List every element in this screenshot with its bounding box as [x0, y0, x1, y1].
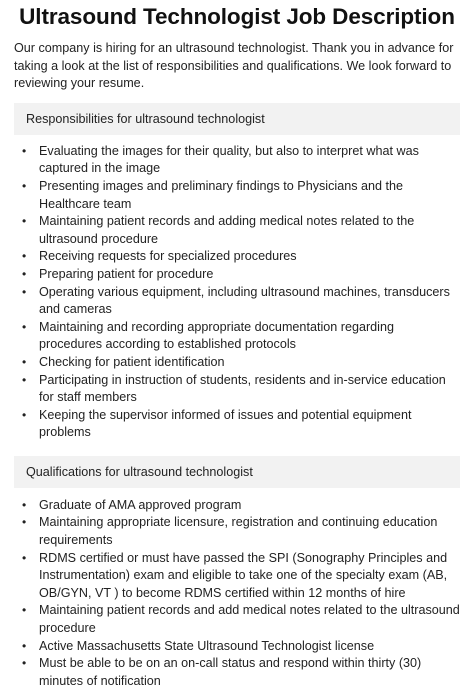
bullet-icon: • — [22, 603, 27, 618]
list-item — [22, 284, 460, 319]
bullet-icon: • — [22, 550, 27, 565]
list-item-text: Maintaining patient records and adding medical notes related to the ultrasound procedure — [39, 214, 415, 246]
responsibilities-list — [14, 143, 460, 442]
list-item-text: Receiving requests for specialized procedures — [39, 249, 297, 264]
list-item — [22, 655, 460, 690]
bullet-icon: • — [22, 319, 27, 334]
bullet-icon: • — [22, 354, 27, 369]
list-item — [22, 497, 460, 515]
bullet-icon: • — [22, 372, 27, 387]
list-item-text: Must be able to be on an on-call status and respond within thirty (30) minutes of notification — [39, 656, 422, 688]
list-item-text: Operating various equipment, including ultrasound machines, transducers and cameras — [39, 284, 450, 317]
list-item — [22, 602, 460, 637]
bullet-icon: • — [22, 143, 27, 158]
list-item — [22, 514, 460, 549]
responsibilities-heading: Responsibilities for ultrasound technologist — [14, 103, 460, 135]
bullet-icon: • — [22, 214, 27, 229]
list-item — [22, 638, 460, 656]
bullet-icon: • — [22, 656, 27, 671]
bullet-icon: • — [22, 515, 27, 530]
bullet-icon: • — [22, 638, 27, 653]
qualifications-heading: Qualifications for ultrasound technologist — [14, 456, 460, 488]
list-item — [22, 178, 460, 213]
list-item-text: Preparing patient for procedure — [39, 266, 214, 281]
list-item-text: Maintaining appropriate licensure, registration and continuing education requirements — [39, 515, 438, 548]
bullet-icon: • — [22, 407, 27, 422]
bullet-icon: • — [22, 178, 27, 193]
bullet-icon: • — [22, 284, 27, 299]
list-item-text: Keeping the supervisor informed of issues and potential equipment problems — [39, 407, 412, 440]
list-item-text: Presenting images and preliminary findings to Physicians and the Healthcare team — [39, 178, 404, 211]
qualifications-section — [14, 456, 460, 691]
bullet-icon: • — [22, 266, 27, 281]
bullet-icon: • — [22, 249, 27, 264]
list-item — [22, 213, 460, 248]
qualifications-list — [14, 497, 460, 691]
list-item-text: Participating in instruction of students, residents and in-service education for staff members — [39, 372, 446, 405]
bullet-icon: • — [22, 497, 27, 512]
intro-paragraph: Our company is hiring for an ultrasound technologist. Thank you in advance for taking a look at the list of responsibilities and qualifications. We look forward to reviewing your resume. — [14, 41, 454, 91]
list-item-text: Checking for patient identification — [39, 354, 225, 369]
list-item-text: RDMS certified or must have passed the SPI (Sonography Principles and Instrumentation) exam and eligible to take one of the specialty exam (AB, OB/GYN, VT ) to become RDMS certified within 12 months of hire — [39, 550, 448, 600]
list-item — [22, 372, 460, 407]
list-item-text: Graduate of AMA approved program — [39, 497, 242, 512]
list-item — [22, 266, 460, 284]
list-item — [22, 407, 460, 442]
list-item — [22, 354, 460, 372]
list-item — [22, 248, 460, 266]
list-item — [22, 319, 460, 354]
list-item — [22, 550, 460, 603]
list-item-text: Active Massachusetts State Ultrasound Technologist license — [39, 638, 375, 653]
page-title: Ultrasound Technologist Job Description — [19, 4, 455, 29]
list-item-text: Evaluating the images for their quality, but also to interpret what was captured in the image — [39, 143, 419, 176]
list-item — [22, 143, 460, 178]
list-item-text: Maintaining and recording appropriate documentation regarding procedures according to established protocols — [39, 319, 394, 352]
list-item-text: Maintaining patient records and add medical notes related to the ultrasound procedure — [39, 603, 460, 636]
responsibilities-section — [14, 103, 460, 442]
